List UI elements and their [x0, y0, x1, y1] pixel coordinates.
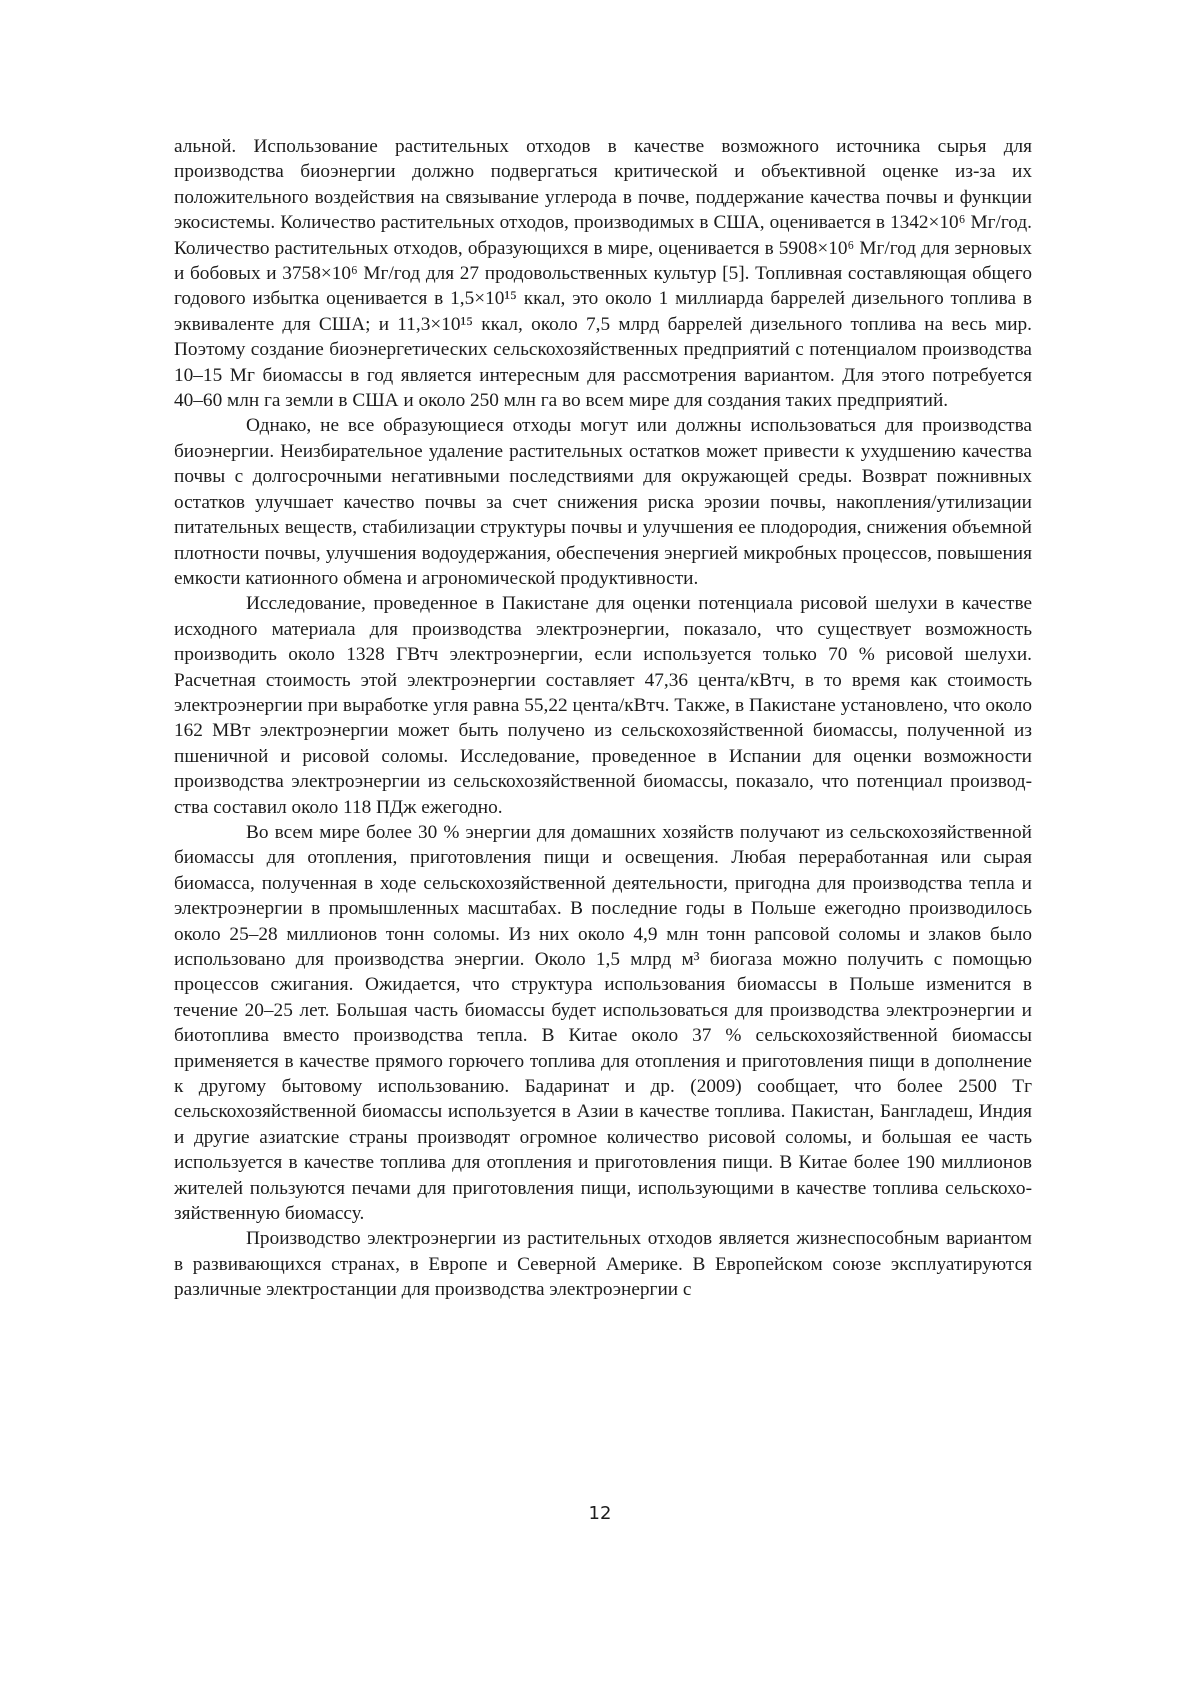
paragraph-2: Однако, не все образующиеся отходы могут или должны использоваться для производства биоэнергии. Неизбирательное удаление растительных остатков может привести к ухудшению качества почвы с долгосрочными негативными последствиями для окружающей среды. Возврат пожнивных остатков улучшает качество почвы за счет снижения риска эрозии почвы, накопления/утилизации питательных веществ, стабилизации структуры почвы и улучшения ее плодородия, снижения объемной плотности почвы, улучшения водоудержания, обеспечения энергией микробных процессов, повышения емкости катионного обмена и агрономической продуктивности. [174, 415, 1032, 589]
paragraph-3: Исследование, проведенное в Пакистане для оценки потенциала рисовой шелухи в качестве исходного материала для производства электроэнергии, показало, что существует возможность производить около 1328 ГВтч электроэнергии, если используется только 70 % рисовой шелухи. Расчетная стоимость этой электроэнергии составляет 47,36 цента/кВтч, в то время как стоимость электроэнергии при выработке угля равна 55,22 цента/кВтч. Также, в Пакистане установлено, что около 162 МВт электроэнергии может быть получено из сельскохозяйственной биомассы, полученной из пшеничной и рисовой соломы. Исследование, проведенное в Испании для оценки возможности производства электроэнергии из сельскохозяйственной биомассы, показало, что потенциал производства составил около 118 ПДж ежегодно. [174, 593, 1032, 818]
paragraph-1: альной. Использование растительных отходов в качестве возможного источника сырья для производства биоэнергии должно подвергаться критической и объективной оценке из-за их положительного воздействия на связывание углерода в почве, поддержание качества почвы и функции экосистемы. Количество растительных отходов, производимых в США, оценивается в 1342×10⁶ Мг/год. Количество растительных отходов, образующихся в мире, оценивается в 5908×10⁶ Мг/год для зерновых и бобовых и 3758×10⁶ Мг/год для 27 продовольственных культур [5]. Топливная составляющая общего годового избытка оценивается в 1,5×10¹⁵ ккал, это около 1 миллиарда баррелей дизельного топлива в эквиваленте для США; и 11,3×10¹⁵ ккал, около 7,5 млрд баррелей дизельного топлива на весь мир. Поэтому создание биоэнергетических сельскохозяйственных предприятий с потенциалом производства 10–15 Мг биомассы в год является интересным для рассмотрения вариантом. Для этого потребуется 40–60 млн га земли в США и около 250 млн га во всем мире для создания таких предприятий. [174, 136, 1032, 412]
page-body [174, 134, 1032, 1303]
paragraph-5: Производство электроэнергии из растительных отходов является жизнеспособным вариантом в развивающихся странах, в Европе и Северной Америке. В Европейском союзе эксплуатируются различные электростанции для производства электроэнергии с [174, 1228, 1032, 1301]
page-number: 12 [588, 1503, 612, 1524]
paragraph-4: Во всем мире более 30 % энергии для домашних хозяйств получают из сельскохозяйственной биомассы для отопления, приготовления пищи и освещения. Любая переработанная или сырая биомасса, полученная в ходе сельскохозяйственной деятельности, пригодна для производства тепла и электроэнергии в промышленных масштабах. В последние годы в Польше ежегодно производилось около 25–28 миллионов тонн соломы. Из них около 4,9 млн тонн рапсовой соломы и злаков было использовано для производства энергии. Около 1,5 млрд м³ биогаза можно получить с помощью процессов сжигания. Ожидается, что структура использования биомассы в Польше изменится в течение 20–25 лет. Большая часть биомассы будет использоваться для производства электроэнергии и биотоплива вместо производства тепла. В Китае около 37 % сельскохозяйственной биомассы применяется в качестве прямого горючего топлива для отопления и приготовления пищи в дополнение к другому бытовому использованию. Бадаринат и др. (2009) сообщает, что более 2500 Тг сельскохозяйственной биомассы используется в Азии в качестве топлива. Пакистан, Бангладеш, Индия и другие азиатские страны производят огромное количество рисовой соломы, и большая ее часть используется в качестве топлива для отопления и приготовления пищи. В Китае более 190 миллионов жителей пользуются печами для приготовления пищи, использующими в качестве топлива сельскохозяйственную биомассу. [174, 821, 1032, 1225]
